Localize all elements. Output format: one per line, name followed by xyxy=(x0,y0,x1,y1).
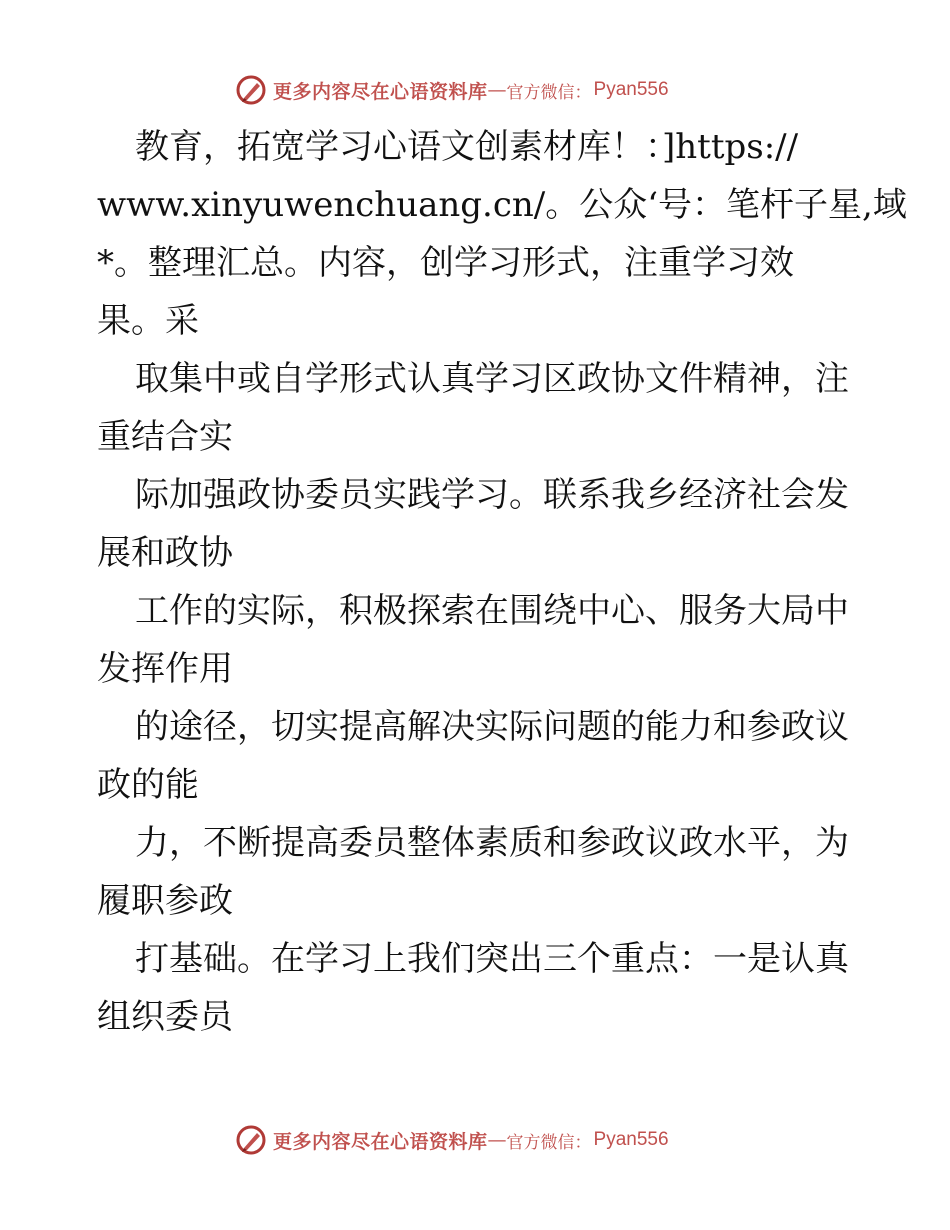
body-line: *。整理汇总。内容，创学习形式，注重学习效 xyxy=(97,243,794,283)
header-brand-text: 更多内容尽在心语资料库 xyxy=(273,80,488,103)
footer-separator: — xyxy=(487,1129,507,1151)
footer-banner xyxy=(0,1120,950,1160)
body-line: 展和政协 xyxy=(97,533,233,573)
body-line: 教育，拓宽学习心语文创素材库！：]https:// xyxy=(135,127,799,167)
body-line: www.xinyuwenchuang.cn/。公众‘号：笔杆子星,域 xyxy=(97,185,907,225)
body-line: 果。采 xyxy=(97,301,199,341)
body-line: 打基础。在学习上我们突出三个重点：一是认真 xyxy=(135,939,849,979)
footer-brand-text: 更多内容尽在心语资料库 xyxy=(273,1130,488,1153)
header-separator: — xyxy=(487,79,507,101)
body-line: 发挥作用 xyxy=(97,649,233,689)
pen-logo-icon xyxy=(235,74,267,106)
body-line: 工作的实际，积极探索在围绕中心、服务大局中 xyxy=(135,591,849,631)
header-banner xyxy=(0,70,950,110)
footer-wechat-id: Pyan556 xyxy=(593,1129,669,1150)
header-banner-content xyxy=(235,73,669,107)
body-line: 政的能 xyxy=(97,765,199,805)
body-line: 重结合实 xyxy=(97,417,233,457)
body-line: 取集中或自学形式认真学习区政协文件精神，注 xyxy=(135,359,849,399)
body-line: 力，不断提高委员整体素质和参政议政水平，为 xyxy=(135,823,849,863)
footer-wechat-label: 官方微信： xyxy=(506,1132,592,1153)
body-line: 际加强政协委员实践学习。联系我乡经济社会发 xyxy=(135,475,849,515)
footer-banner-content xyxy=(235,1123,669,1157)
body-line: 组织委员 xyxy=(97,997,233,1037)
pen-logo-icon xyxy=(235,1124,267,1156)
body-line: 的途径，切实提高解决实际问题的能力和参政议 xyxy=(135,707,849,747)
header-wechat-id: Pyan556 xyxy=(593,79,669,100)
header-wechat-label: 官方微信： xyxy=(506,82,592,103)
body-line: 履职参政 xyxy=(97,881,233,921)
